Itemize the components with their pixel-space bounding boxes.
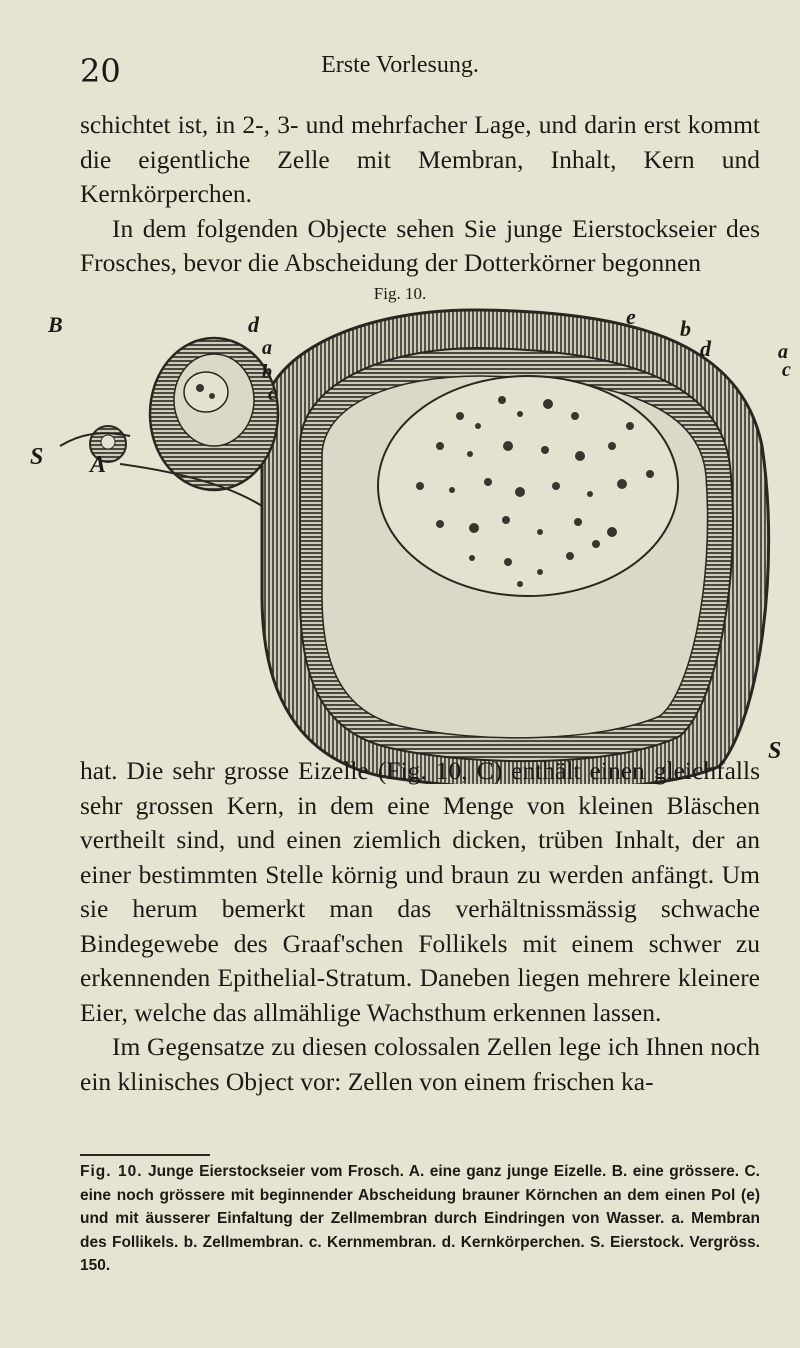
- label-a: a: [262, 337, 272, 359]
- label-b: b: [262, 361, 272, 383]
- label-s-right: S: [768, 738, 782, 764]
- paragraph-1-text: schichtet ist, in 2-, 3- und mehrfacher Lage, und darin erst kommt die eigentliche Zelle mit Membran, Inhalt, Kern und Kernkörperchen.: [80, 110, 760, 208]
- label-e: e: [626, 304, 636, 329]
- label-b-right: b: [680, 316, 691, 341]
- footnote-rule: [80, 1154, 210, 1156]
- label-d-right: d: [700, 336, 711, 361]
- figure-label: Fig. 10.: [373, 284, 427, 303]
- paragraph-3-text: hat. Die sehr grosse Eizelle (Fig. 10, C) enthält einen gleichfalls sehr grossen Kern, in dem eine Menge von kleinen Bläschen vertheilt sind, und einen ziemlich dicken, trüben Inhalt, der an einer bestimmten Stelle körnig und braun zu werden anfängt. Um sie herum bemerkt man das verhältnissmässig schwache Bindegewebe des Graaf'schen Follikels mit einem schwer zu erkennenden Epithelial-Stratum. Daneben liegen mehrere kleinere Eier, welche das allmählige Wachsthum erkennen lassen.: [80, 756, 760, 1027]
- paragraph-3: [80, 754, 760, 1099]
- caption-figure-ref: Fig. 10.: [80, 1163, 143, 1180]
- label-b-cell: B: [48, 312, 63, 337]
- label-c-right: c: [782, 359, 791, 381]
- page-number: 20: [80, 52, 121, 90]
- running-head: Erste Vorlesung.: [321, 52, 479, 78]
- label-a-right: a: [778, 341, 788, 363]
- label-c: c: [268, 383, 277, 405]
- egg-cell-b: [150, 338, 278, 490]
- paragraph-4-text: Im Gegensatze zu diesen colossalen Zellen lege ich Ihnen noch ein klinisches Object vor: Zellen von einem frischen ka-: [80, 1032, 760, 1096]
- egg-nucleus: [378, 376, 678, 596]
- caption-text: Junge Eierstockseier vom Frosch. A. eine ganz junge Eizelle. B. eine grössere. C. eine noch grössere mit beginnender Abscheidung brauner Körnchen an dem einen Pol (e) und mit äusserer Einfaltung der Zellmembran durch Eindringen von Wasser. a. Membran des Follikels. b. Zellmembran. c. Kernmembran. d. Kernkörperchen. S. Eierstock. Vergröss. 150.: [80, 1163, 760, 1274]
- label-a-cell: A: [90, 452, 107, 478]
- label-s: S: [30, 444, 44, 470]
- figure-10-illustration: [0, 296, 800, 784]
- paragraph-1: [80, 108, 760, 281]
- label-d: d: [248, 312, 259, 337]
- paragraph-2-text: In dem folgenden Objecte sehen Sie junge Eierstockseier des Frosches, bevor die Abscheidung der Dotterkörner begonnen: [80, 213, 760, 277]
- figure-caption: [80, 1160, 760, 1278]
